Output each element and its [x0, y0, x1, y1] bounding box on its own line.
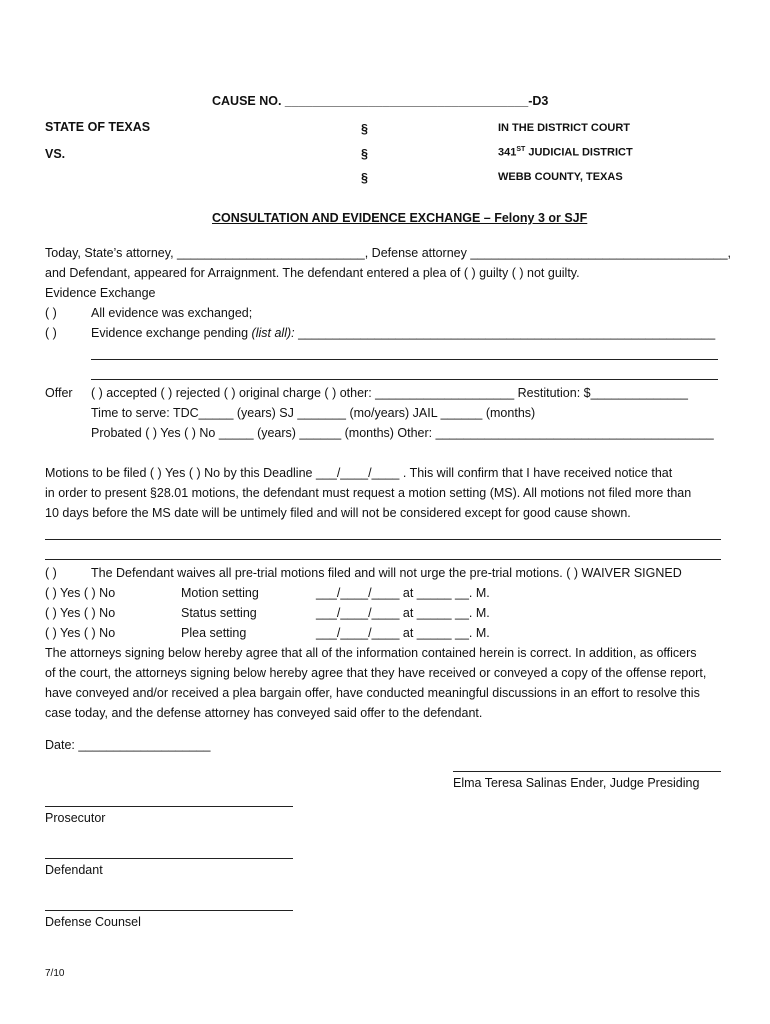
county: WEBB COUNTY, TEXAS [498, 171, 623, 183]
judge-name: Elma Teresa Salinas Ender, Judge Presiding [453, 776, 700, 790]
status-setting-date[interactable]: ___/____/____ at _____ __. M. [316, 606, 490, 620]
form-revision: 7/10 [45, 968, 65, 979]
plea-line: and Defendant, appeared for Arraignment. The defendant entered a plea of ( ) guilty ( ) not guilty. [45, 266, 580, 280]
motions-line-1: Motions to be filed ( ) Yes ( ) No by this Deadline ___/____/____ . This will confirm that I have received notice that [45, 466, 673, 480]
state-of-texas: STATE OF TEXAS [45, 120, 151, 134]
prosecutor-signature-line[interactable] [45, 806, 293, 807]
defense-counsel-label: Defense Counsel [45, 915, 141, 929]
evidence-checkbox-1[interactable]: ( ) [45, 306, 57, 320]
motions-line-2: in order to present §28.01 motions, the defendant must request a motion setting (MS). All motions not filed more than [45, 486, 692, 500]
status-setting-label: Status setting [181, 606, 257, 620]
defendant-signature-line[interactable] [45, 858, 293, 859]
plea-setting-date[interactable]: ___/____/____ at _____ __. M. [316, 626, 490, 640]
offer-options: ( ) accepted ( ) rejected ( ) original charge ( ) other: ____________________ Restitution: $______________ [91, 386, 688, 400]
waiver-checkbox[interactable]: ( ) [45, 566, 57, 580]
defendant-label: Defendant [45, 863, 103, 877]
plea-setting-yes-no[interactable]: ( ) Yes ( ) No [45, 626, 116, 640]
evidence-blank-line-2[interactable] [91, 379, 718, 380]
section-mark-2: § [361, 147, 368, 161]
attorneys-line: Today, State’s attorney, ___________________________, Defense attorney _____________________________________, [45, 246, 732, 260]
section-mark-1: § [361, 122, 368, 136]
evidence-checkbox-2[interactable]: ( ) [45, 326, 57, 340]
cause-number: CAUSE NO. ___________________________________-D3 [212, 94, 549, 108]
agreement-line-3: have conveyed and/or received a plea bargain offer, have conducted meaningful discussions in an effort to resolve this [45, 686, 700, 700]
date-field[interactable]: Date: ___________________ [45, 738, 211, 752]
agreement-line-2: of the court, the attorneys signing below hereby agree that they have received or conveyed a copy of the offense report, [45, 666, 707, 680]
district-court: IN THE DISTRICT COURT [498, 122, 630, 134]
prosecutor-label: Prosecutor [45, 811, 106, 825]
form-title: CONSULTATION AND EVIDENCE EXCHANGE – Felony 3 or SJF [212, 211, 588, 225]
status-setting-yes-no[interactable]: ( ) Yes ( ) No [45, 606, 116, 620]
agreement-line-1: The attorneys signing below hereby agree that all of the information contained herein is correct. In addition, as officers [45, 646, 697, 660]
evidence-heading: Evidence Exchange [45, 286, 156, 300]
section-mark-3: § [361, 171, 368, 185]
counsel-signature-line[interactable] [45, 910, 293, 911]
motion-setting-date[interactable]: ___/____/____ at _____ __. M. [316, 586, 490, 600]
probated-line: Probated ( ) Yes ( ) No _____ (years) ______ (months) Other: ________________________________________ [91, 426, 714, 440]
judge-signature-line[interactable] [453, 771, 721, 772]
waiver-text: The Defendant waives all pre-trial motions filed and will not urge the pre-trial motions. ( ) WAIVER SIGNED [91, 566, 682, 580]
agreement-line-4: case today, and the defense attorney has conveyed said offer to the defendant. [45, 706, 483, 720]
evidence-pending-text: Evidence exchange pending (list all): ____________________________________________________________ [91, 326, 716, 340]
motion-setting-label: Motion setting [181, 586, 259, 600]
motion-setting-yes-no[interactable]: ( ) Yes ( ) No [45, 586, 116, 600]
motions-blank-line-1[interactable] [45, 539, 721, 540]
motions-line-3: 10 days before the MS date will be untimely filed and will not be considered except for good cause shown. [45, 506, 631, 520]
evidence-blank-line-1[interactable] [91, 359, 718, 360]
versus: VS. [45, 147, 66, 161]
motions-blank-line-2[interactable] [45, 559, 721, 560]
offer-label: Offer [45, 386, 73, 400]
plea-setting-label: Plea setting [181, 626, 247, 640]
judicial-district: 341ST JUDICIAL DISTRICT [498, 146, 633, 159]
time-to-serve: Time to serve: TDC_____ (years) SJ _______ (mo/years) JAIL ______ (months) [91, 406, 536, 420]
evidence-exchanged-text: All evidence was exchanged; [91, 306, 253, 320]
